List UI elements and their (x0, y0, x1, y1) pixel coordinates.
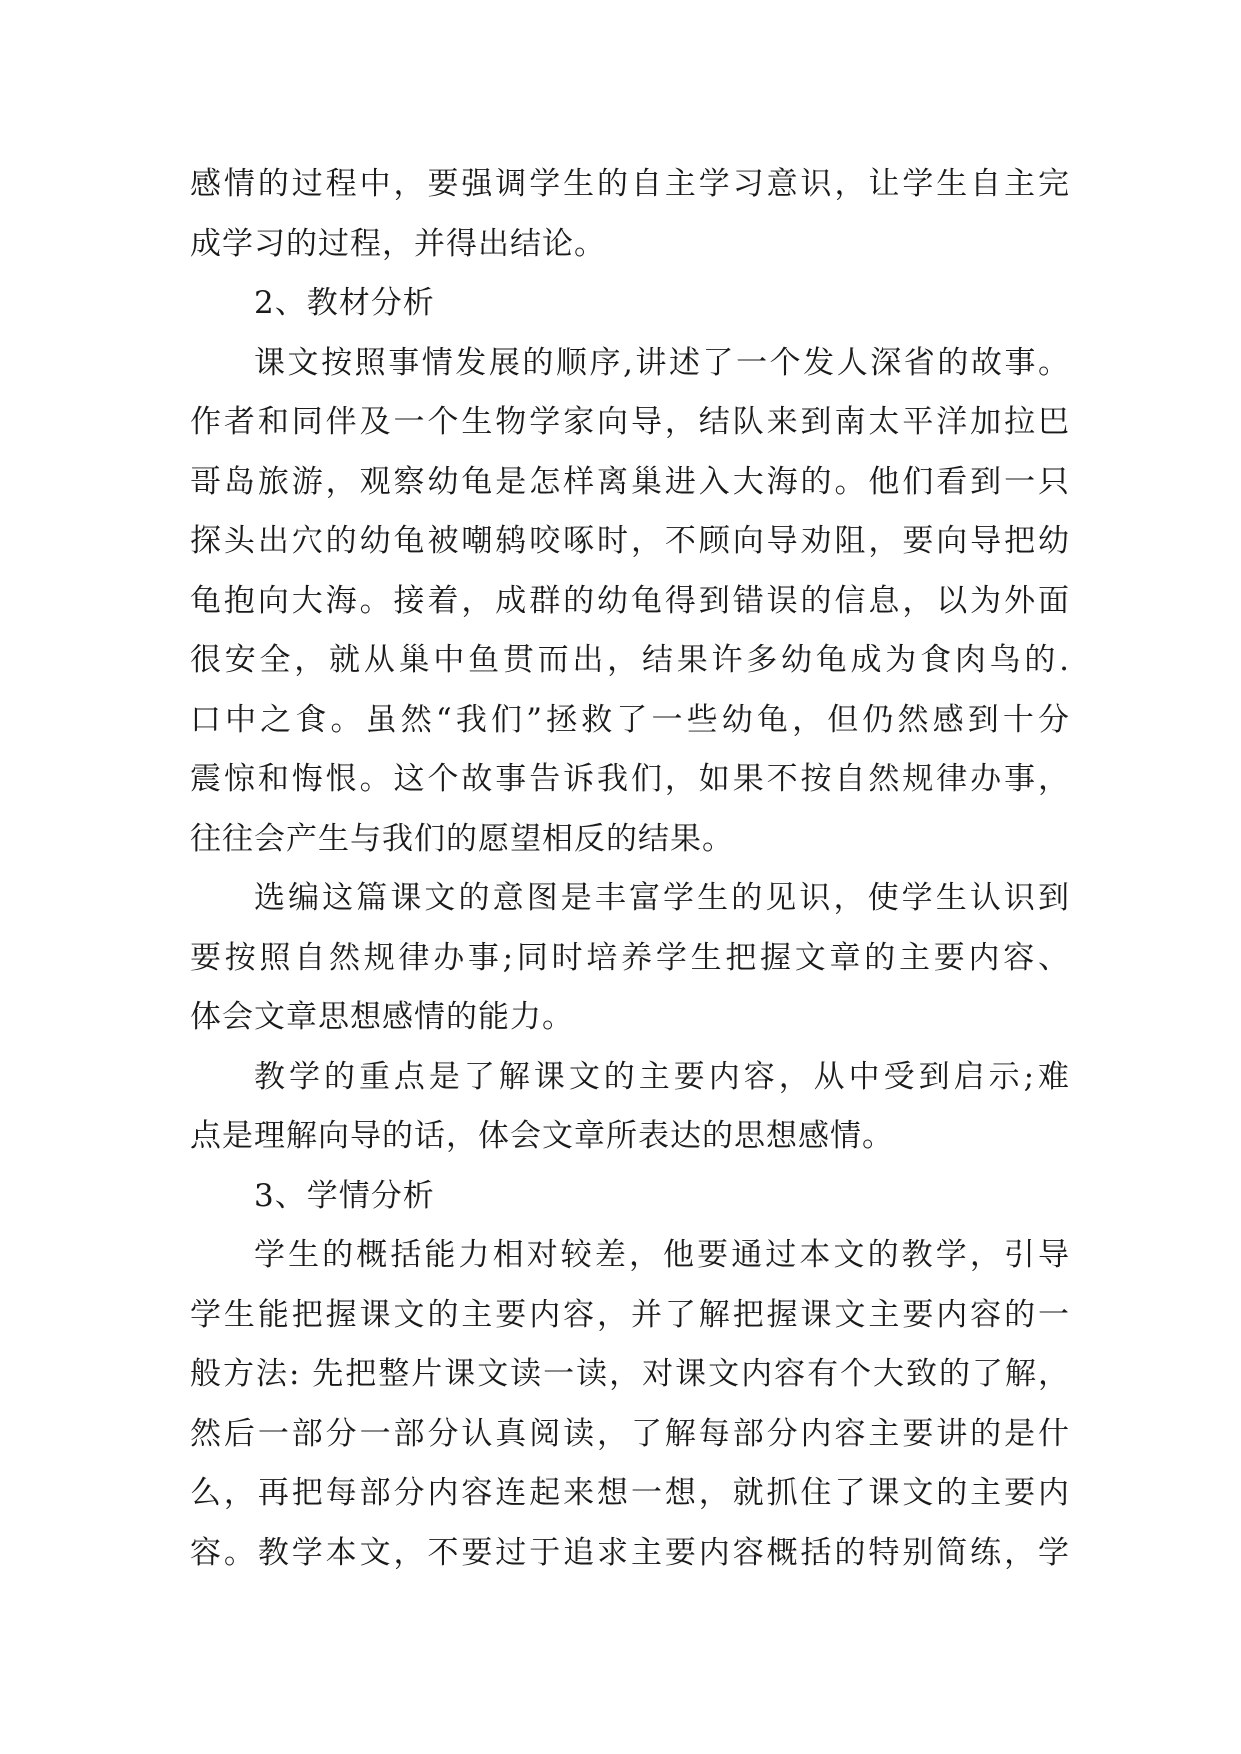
text-line: 口中之食。虽然“我们”拯救了一些幼龟，但仍然感到十分 (190, 701, 1070, 738)
text-line: 要按照自然规律办事;同时培养学生把握文章的主要内容、 (190, 939, 1070, 976)
text-line: 感情的过程中，要强调学生的自主学习意识，让学生自主完 (190, 166, 1070, 202)
text-line: 探头出穴的幼龟被嘲鸫咬啄时，不顾向导劝阻，要向导把幼 (190, 523, 1070, 559)
text-line: 般方法: 先把整片课文读一读，对课文内容有个大致的了解， (190, 1356, 1070, 1392)
text-line: 成学习的过程，并得出结论。 (190, 225, 606, 262)
text-line: 么，再把每部分内容连起来想一想，就抓住了课文的主要内 (190, 1475, 1070, 1511)
text-line: 容。教学本文，不要过于追求主要内容概括的特别简练，学 (190, 1534, 1070, 1571)
text-line: 作者和同伴及一个生物学家向导，结队来到南太平洋加拉巴 (190, 404, 1070, 440)
text-line: 体会文章思想感情的能力。 (190, 999, 574, 1035)
text-line: 往往会产生与我们的愿望相反的结果。 (190, 820, 734, 857)
text-line: 教学的重点是了解课文的主要内容，从中受到启示;难 (254, 1058, 1070, 1095)
text-line: 学生能把握课文的主要内容，并了解把握课文主要内容的一 (190, 1296, 1070, 1333)
body-text (190, 155, 1070, 1583)
text-line: 课文按照事情发展的顺序,讲述了一个发人深省的故事。 (254, 344, 1070, 381)
text-line: 很安全，就从巢中鱼贯而出，结果许多幼龟成为食肉鸟的. (190, 642, 1070, 678)
text-line: 选编这篇课文的意图是丰富学生的见识，使学生认识到 (254, 880, 1070, 916)
text-line: 然后一部分一部分认真阅读，了解每部分内容主要讲的是什 (190, 1415, 1070, 1452)
text-line: 龟抱向大海。接着，成群的幼龟得到错误的信息，以为外面 (190, 582, 1070, 619)
text-line: 2、教材分析 (254, 285, 435, 321)
text-line: 3、学情分析 (254, 1177, 435, 1214)
text-line: 哥岛旅游，观察幼龟是怎样离巢进入大海的。他们看到一只 (190, 463, 1070, 500)
text-line: 学生的概括能力相对较差，他要通过本文的教学，引导 (254, 1237, 1070, 1273)
text-line: 点是理解向导的话，体会文章所表达的思想感情。 (190, 1118, 894, 1154)
text-line: 震惊和悔恨。这个故事告诉我们，如果不按自然规律办事， (190, 761, 1070, 797)
